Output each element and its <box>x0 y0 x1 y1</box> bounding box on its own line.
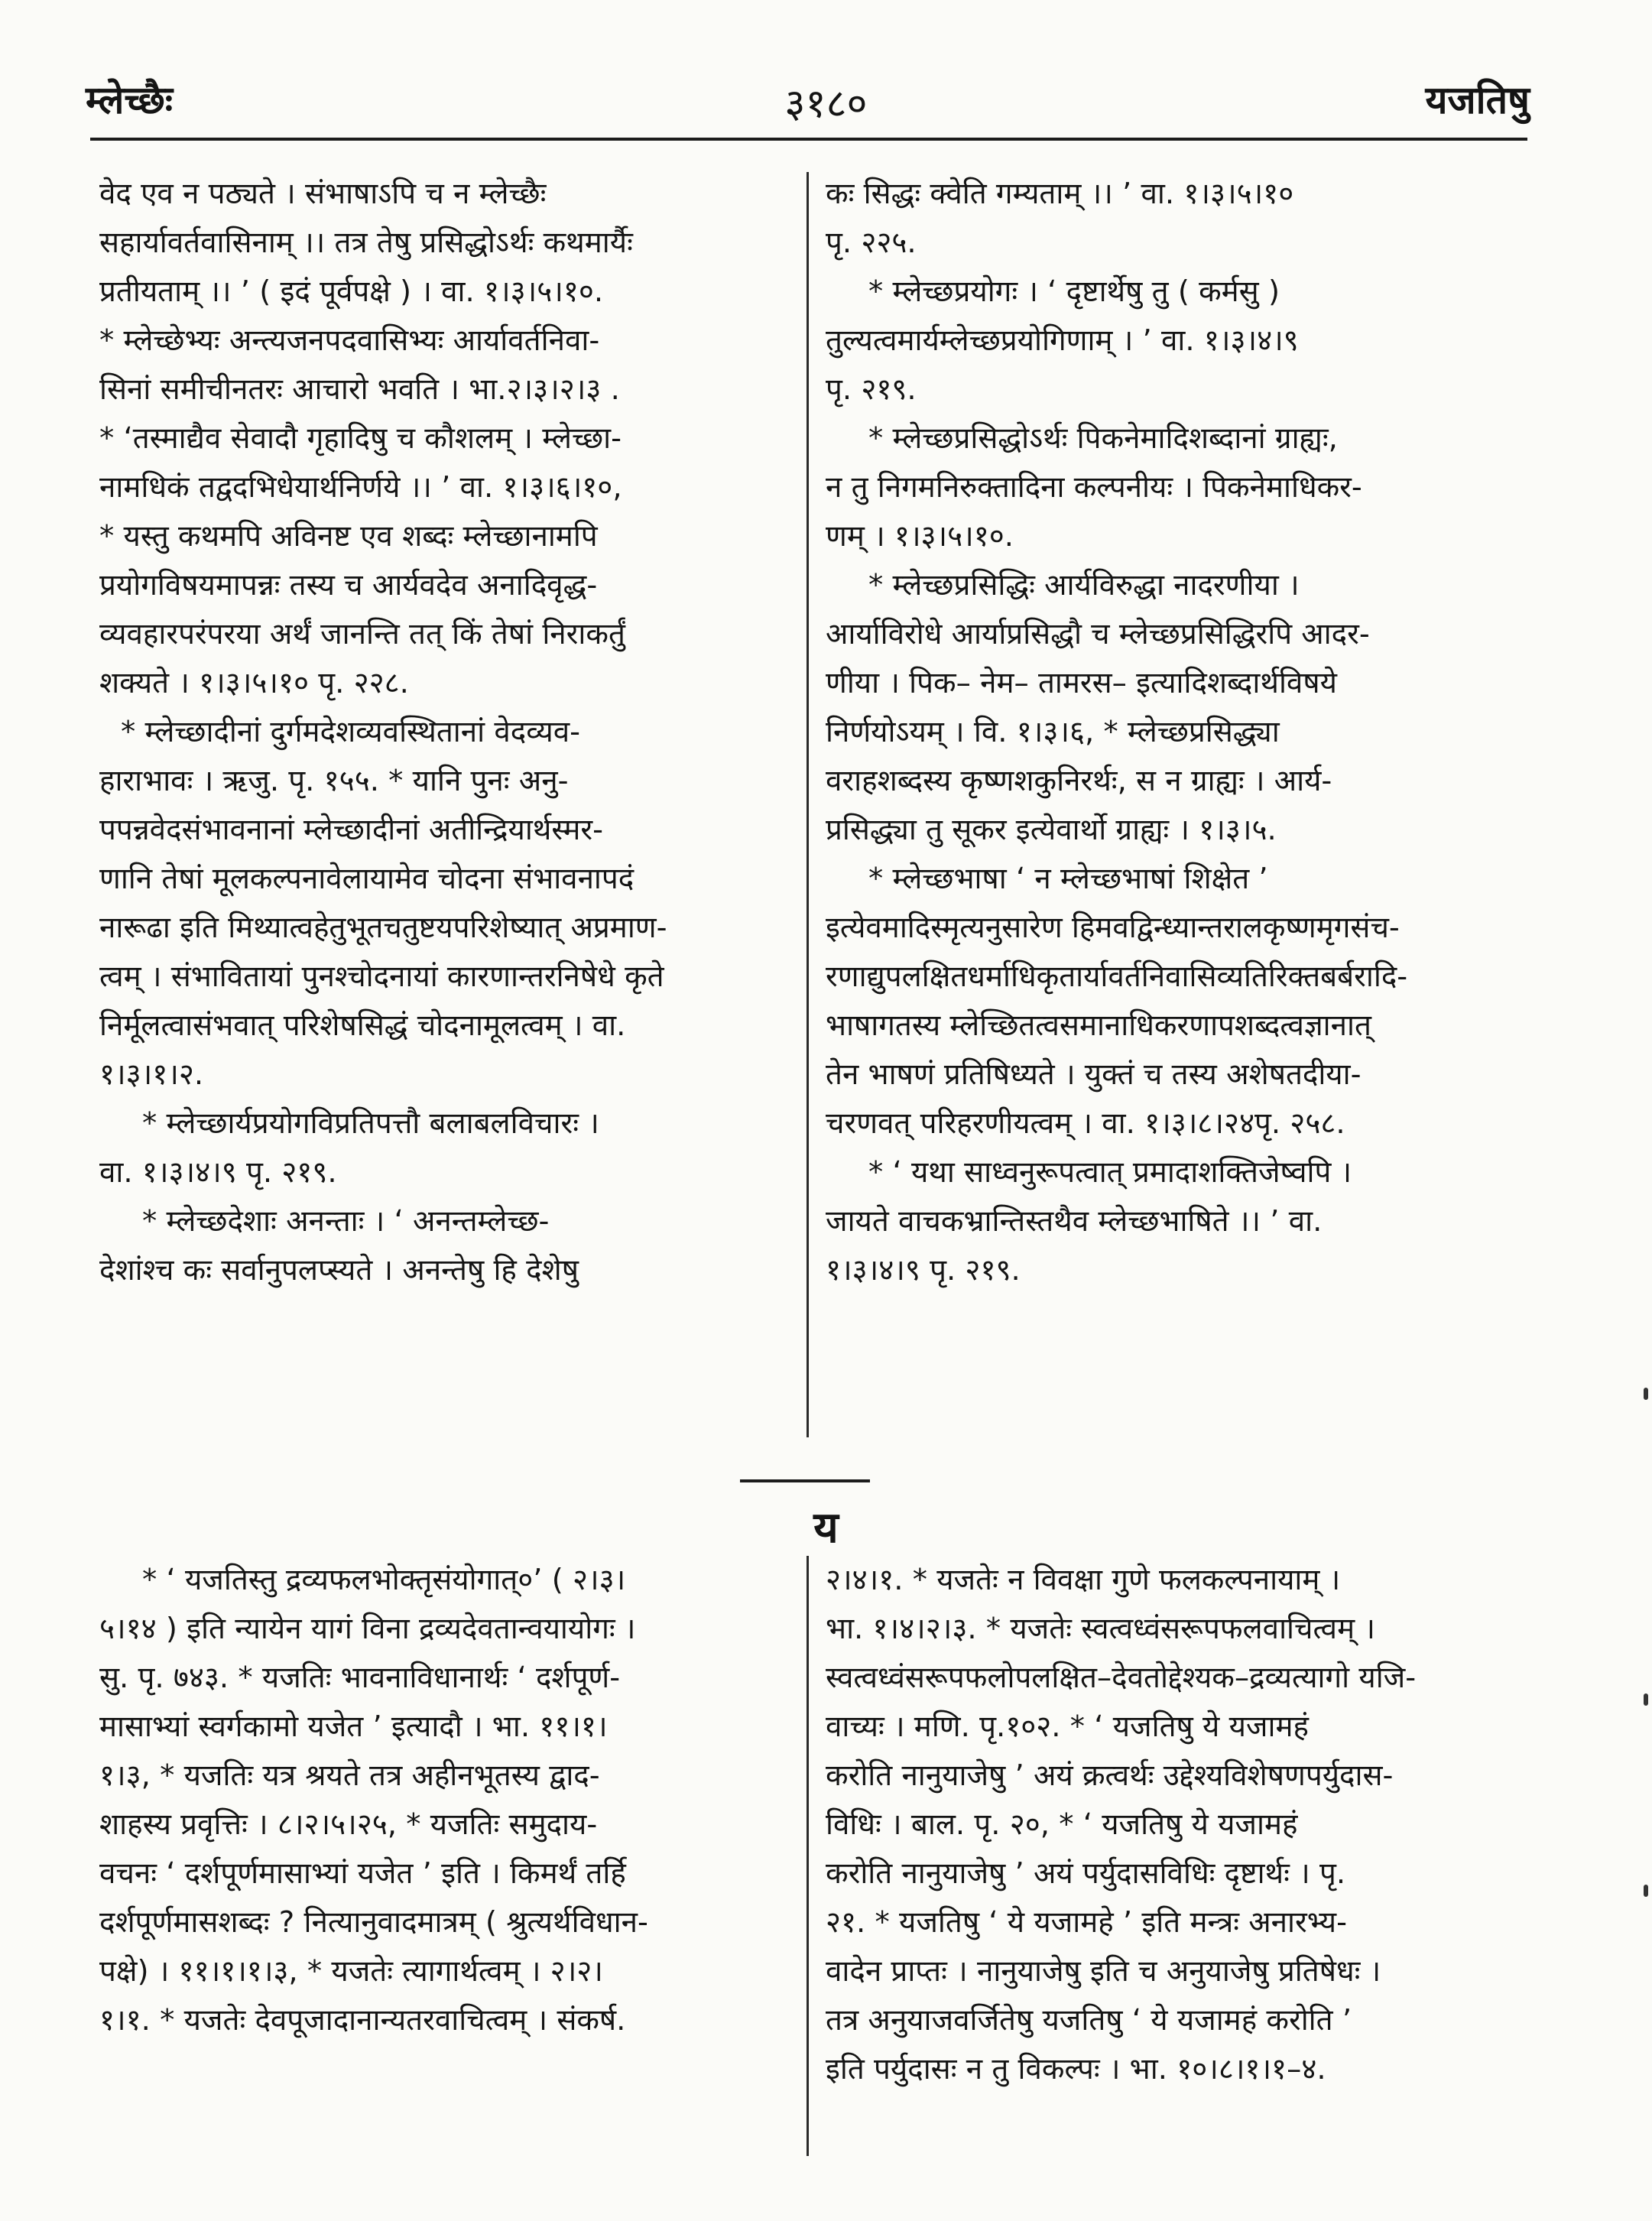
text-line: स्वत्वध्वंसरूपफलोपलक्षित–देवतोद्देश्यक–द्रव्यत्यागो यजि- <box>826 1661 1417 1695</box>
text-line: कः सिद्धः क्वेति गम्यताम् ।। ’ वा. १।३।५।१० <box>826 177 1294 211</box>
text-line: रणाद्युपलक्षितधर्माधिकृतार्यावर्तनिवासिव्यतिरिक्तबर्बरादि- <box>826 960 1408 994</box>
section-rule <box>740 1479 870 1482</box>
text-line: २।४।१. * यजतेः न विवक्षा गुणे फलकल्पनायाम् । <box>826 1563 1341 1597</box>
text-line: वचनः ‘ दर्शपूर्णमासाभ्यां यजेत ’ इति । किमर्थं तर्हि <box>99 1856 626 1891</box>
scan-speck <box>1644 1885 1648 1897</box>
text-line: वादेन प्राप्तः । नानुयाजेषु इति च अनुयाजेषु प्रतिषेधः । <box>826 1954 1381 1989</box>
text-line: तुल्यत्वमार्यम्लेच्छप्रयोगिणाम् । ’ वा. १।३।४।९ <box>826 323 1299 358</box>
text-line: पृ. २१९. <box>826 372 917 407</box>
text-line: १।३।१।२. <box>99 1057 204 1092</box>
text-line: १।३, * यजतिः यत्र श्रयते तत्र अहीनभूतस्य द्वाद- <box>99 1758 600 1793</box>
text-line: करोति नानुयाजेषु ’ अयं पर्युदासविधिः दृष्टार्थः । पृ. <box>826 1856 1346 1891</box>
text-line: भाषागतस्य म्लेच्छितत्वसमानाधिकरणापशब्दत्वज्ञानात् <box>826 1008 1371 1043</box>
text-line: तत्र अनुयाजवर्जितेषु यजतिषु ‘ ये यजामहं करोति ’ <box>826 2003 1352 2038</box>
text-line: सिनां समीचीनतरः आचारो भवति । भा.२।३।२।३ . <box>99 372 620 407</box>
text-line: * ‘ यथा साध्वनुरूपत्वात् प्रमादाशक्तिजेष्वपि । <box>868 1155 1352 1190</box>
column-divider-top <box>807 172 809 1437</box>
text-line: प्रयोगविषयमापन्नः तस्य च आर्यवदेव अनादिवृद्ध- <box>99 568 598 602</box>
bottom-right-column <box>826 1556 1525 2094</box>
top-right-column <box>826 170 1525 1295</box>
section-letter: य <box>813 1503 839 1553</box>
text-line: णीया । पिक– नेम– तामरस– इत्यादिशब्दार्थविषये <box>826 666 1337 700</box>
text-line: पक्षे) । ११।१।१।३, * यजतेः त्यागार्थत्वम् । २।२। <box>99 1954 603 1989</box>
top-left-column <box>99 170 803 1295</box>
text-line: सहार्यावर्तवासिनाम् ।। तत्र तेषु प्रसिद्धोऽर्थः कथमार्यैः <box>99 226 633 260</box>
header-rule <box>90 138 1527 141</box>
text-line: दर्शपूर्णमासशब्दः ? नित्यानुवादमात्रम् ( श्रुत्यर्थविधान- <box>99 1905 648 1940</box>
text-line: सु. पृ. ७४३. * यजतिः भावनाविधानार्थः ‘ दर्शपूर्ण- <box>99 1661 621 1695</box>
text-line: मासाभ्यां स्वर्गकामो यजेत ’ इत्यादौ । भा. ११।१। <box>99 1710 608 1744</box>
scan-speck <box>1644 1388 1648 1400</box>
text-line: वेद एव न पठ्यते । संभाषाऽपि च न म्लेच्छैः <box>99 177 547 211</box>
text-line: निर्मूलत्वासंभवात् परिशेषसिद्धं चोदनामूलत्वम् । वा. <box>99 1008 626 1043</box>
text-line: पृ. २२५. <box>826 226 917 260</box>
text-line: १।३।४।९ पृ. २१९. <box>826 1253 1021 1287</box>
text-line: त्वम् । संभावितायां पुनश्चोदनायां कारणान्तरनिषेधे कृते <box>99 960 664 994</box>
text-line: ५।१४ ) इति न्यायेन यागं विना द्रव्यदेवतान्वयायोगः । <box>99 1612 636 1646</box>
text-line: * ‘ यजतिस्तु द्रव्यफलभोक्तृसंयोगात्०’ ( २।३। <box>142 1563 626 1597</box>
text-line: करोति नानुयाजेषु ’ अयं क्रत्वर्थः उद्देश्यविशेषणपर्युदास- <box>826 1758 1394 1793</box>
text-line: आर्याविरोधे आर्याप्रसिद्धौ च म्लेच्छप्रसिद्धिरपि आदर- <box>826 617 1370 651</box>
text-line: * म्लेच्छप्रसिद्धिः आर्यविरुद्धा नादरणीया । <box>868 568 1300 602</box>
bottom-left-column <box>99 1556 803 2045</box>
text-line: चरणवत् परिहरणीयत्वम् । वा. १।३।८।२४पृ. २५८. <box>826 1106 1345 1141</box>
text-line: नारूढा इति मिथ्यात्वहेतुभूतचतुष्टयपरिशेष्यात् अप्रमाण- <box>99 911 667 945</box>
text-line: * म्लेच्छदेशाः अनन्ताः । ‘ अनन्तम्लेच्छ- <box>142 1204 550 1239</box>
running-head-right: यजतिषु <box>1425 78 1530 122</box>
column-divider-bottom <box>807 1556 809 2156</box>
text-line: पपन्नवेदसंभावनानां म्लेच्छादीनां अतीन्द्रियार्थस्मर- <box>99 813 604 847</box>
running-head-left: म्लेच्छैः <box>86 78 173 122</box>
text-line: विधिः । बाल. पृ. २०, * ‘ यजतिषु ये यजामहं <box>826 1807 1298 1842</box>
text-line: वराहशब्दस्य कृष्णशकुनिरर्थः, स न ग्राह्यः । आर्य- <box>826 764 1332 798</box>
text-line: निर्णयोऽयम् । वि. १।३।६, * म्लेच्छप्रसिद्ध्या <box>826 715 1280 749</box>
text-line: व्यवहारपरंपरया अर्थं जानन्ति तत् किं तेषां निराकर्तुं <box>99 617 625 651</box>
text-line: * म्लेच्छप्रसिद्धोऽर्थः पिकनेमादिशब्दानां ग्राह्यः, <box>868 421 1338 456</box>
text-line: भा. १।४।२।३. * यजतेः स्वत्वध्वंसरूपफलवाचित्वम् । <box>826 1612 1375 1646</box>
text-line: शक्यते । १।३।५।१० पृ. २२८. <box>99 666 409 700</box>
text-line: हाराभावः । ऋजु. पृ. १५५. * यानि पुनः अनु- <box>99 764 569 798</box>
text-line: * म्लेच्छार्यप्रयोगविप्रतिपत्तौ बलाबलविचारः । <box>142 1106 599 1141</box>
text-line: णानि तेषां मूलकल्पनावेलायामेव चोदना संभावनापदं <box>99 862 635 896</box>
text-line: नामधिकं तद्वदभिधेयार्थनिर्णये ।। ’ वा. १।३।६।१०, <box>99 470 622 505</box>
text-line: इति पर्युदासः न तु विकल्पः । भा. १०।८।१।१–४. <box>826 2052 1326 2086</box>
scan-speck <box>1644 1693 1648 1706</box>
text-line: प्रसिद्ध्या तु सूकर इत्येवार्थो ग्राह्यः । १।३।५. <box>826 813 1277 847</box>
text-line: देशांश्च कः सर्वानुपलप्स्यते । अनन्तेषु हि देशेषु <box>99 1253 579 1287</box>
text-line: १।१. * यजतेः देवपूजादानान्यतरवाचित्वम् । संकर्ष. <box>99 2003 626 2038</box>
text-line: जायते वाचकभ्रान्तिस्तथैव म्लेच्छभाषिते ।। ’ वा. <box>826 1204 1323 1239</box>
text-line: * म्लेच्छादीनां दुर्गमदेशव्यवस्थितानां वेदव्यव- <box>121 715 581 749</box>
text-line: * म्लेच्छभाषा ‘ न म्लेच्छभाषां शिक्षेत ’ <box>868 862 1268 896</box>
text-line: वा. १।३।४।९ पृ. २१९. <box>99 1155 337 1190</box>
text-line: इत्येवमादिस्मृत्यनुसारेण हिमवद्विन्ध्यान्तरालकृष्णमृगसंच- <box>826 911 1400 945</box>
text-line: णम् । १।३।५।१०. <box>826 519 1014 554</box>
text-line: न तु निगमनिरुक्तादिना कल्पनीयः । पिकनेमाधिकर- <box>826 470 1362 505</box>
text-line: * यस्तु कथमपि अविनष्ट एव शब्दः म्लेच्छानामपि <box>99 519 598 554</box>
page-number: ३१८० <box>784 81 868 127</box>
text-line: वाच्यः । मणि. पृ.१०२. * ‘ यजतिषु ये यजामहं <box>826 1710 1309 1744</box>
text-line: तेन भाषणं प्रतिषिध्यते । युक्तं च तस्य अशेषतदीया- <box>826 1057 1362 1092</box>
text-line: * ‘तस्माद्यैव सेवादौ गृहादिषु च कौशलम् । म्लेच्छा- <box>99 421 622 456</box>
text-line: २१. * यजतिषु ‘ ये यजामहे ’ इति मन्त्रः अनारभ्य- <box>826 1905 1348 1940</box>
text-line: * म्लेच्छप्रयोगः । ‘ दृष्टार्थेषु तु ( कर्मसु ) <box>868 274 1280 309</box>
text-line: शाहस्य प्रवृत्तिः । ८।२।५।२५, * यजतिः समुदाय- <box>99 1807 598 1842</box>
text-line: * म्लेच्छेभ्यः अन्त्यजनपदवासिभ्यः आर्यावर्तनिवा- <box>99 323 600 358</box>
text-line: प्रतीयताम् ।। ’ ( इदं पूर्वपक्षे ) । वा. १।३।५।१०. <box>99 274 604 309</box>
